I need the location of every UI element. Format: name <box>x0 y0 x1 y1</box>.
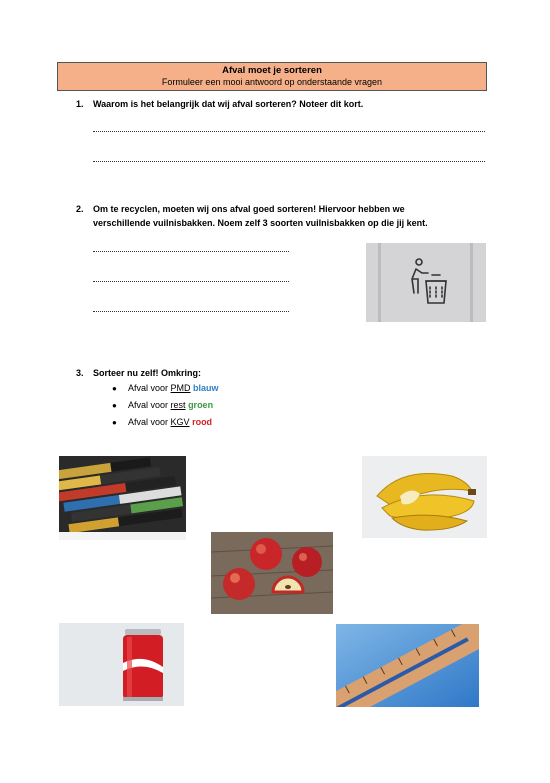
answer-line[interactable] <box>93 311 289 312</box>
answer-line[interactable] <box>93 131 485 132</box>
list-item: ● Afval voor PMD blauw <box>112 383 219 393</box>
cola-can-image[interactable] <box>59 623 184 706</box>
question-1 <box>76 97 363 111</box>
list-item: ● Afval voor rest groen <box>112 400 214 410</box>
question-number: 1. <box>76 99 84 109</box>
sort-instructions-list <box>112 380 219 431</box>
question-2 <box>76 202 428 230</box>
list-item: ● Afval voor KGV rood <box>112 417 213 427</box>
batteries-image[interactable] <box>59 456 186 540</box>
apples-image[interactable] <box>211 532 333 614</box>
worksheet-title: Afval moet je sorteren <box>222 65 322 76</box>
trash-bin-icon <box>366 243 486 322</box>
worksheet-subtitle: Formuleer een mooi antwoord op onderstaande vragen <box>161 77 383 87</box>
question-text: Sorteer nu zelf! Omkring: <box>93 368 202 378</box>
question-text-line-1: Om te recyclen, moeten wij ons afval goed sorteren! Hiervoor hebben we <box>93 204 405 214</box>
thermometer-image[interactable] <box>336 624 479 707</box>
bananas-image[interactable] <box>362 456 487 538</box>
question-3 <box>76 366 201 380</box>
question-text-line-2: verschillende vuilnisbakken. Noem zelf 3 soorten vuilnisbakken op die jij kent. <box>93 218 428 228</box>
question-text: Waarom is het belangrijk dat wij afval sorteren? Noteer dit kort. <box>93 99 364 109</box>
answer-line[interactable] <box>93 281 289 282</box>
worksheet-header <box>57 62 487 91</box>
answer-line[interactable] <box>93 251 289 252</box>
question-number: 2. <box>76 204 84 214</box>
answer-line[interactable] <box>93 161 485 162</box>
question-number: 3. <box>76 368 84 378</box>
